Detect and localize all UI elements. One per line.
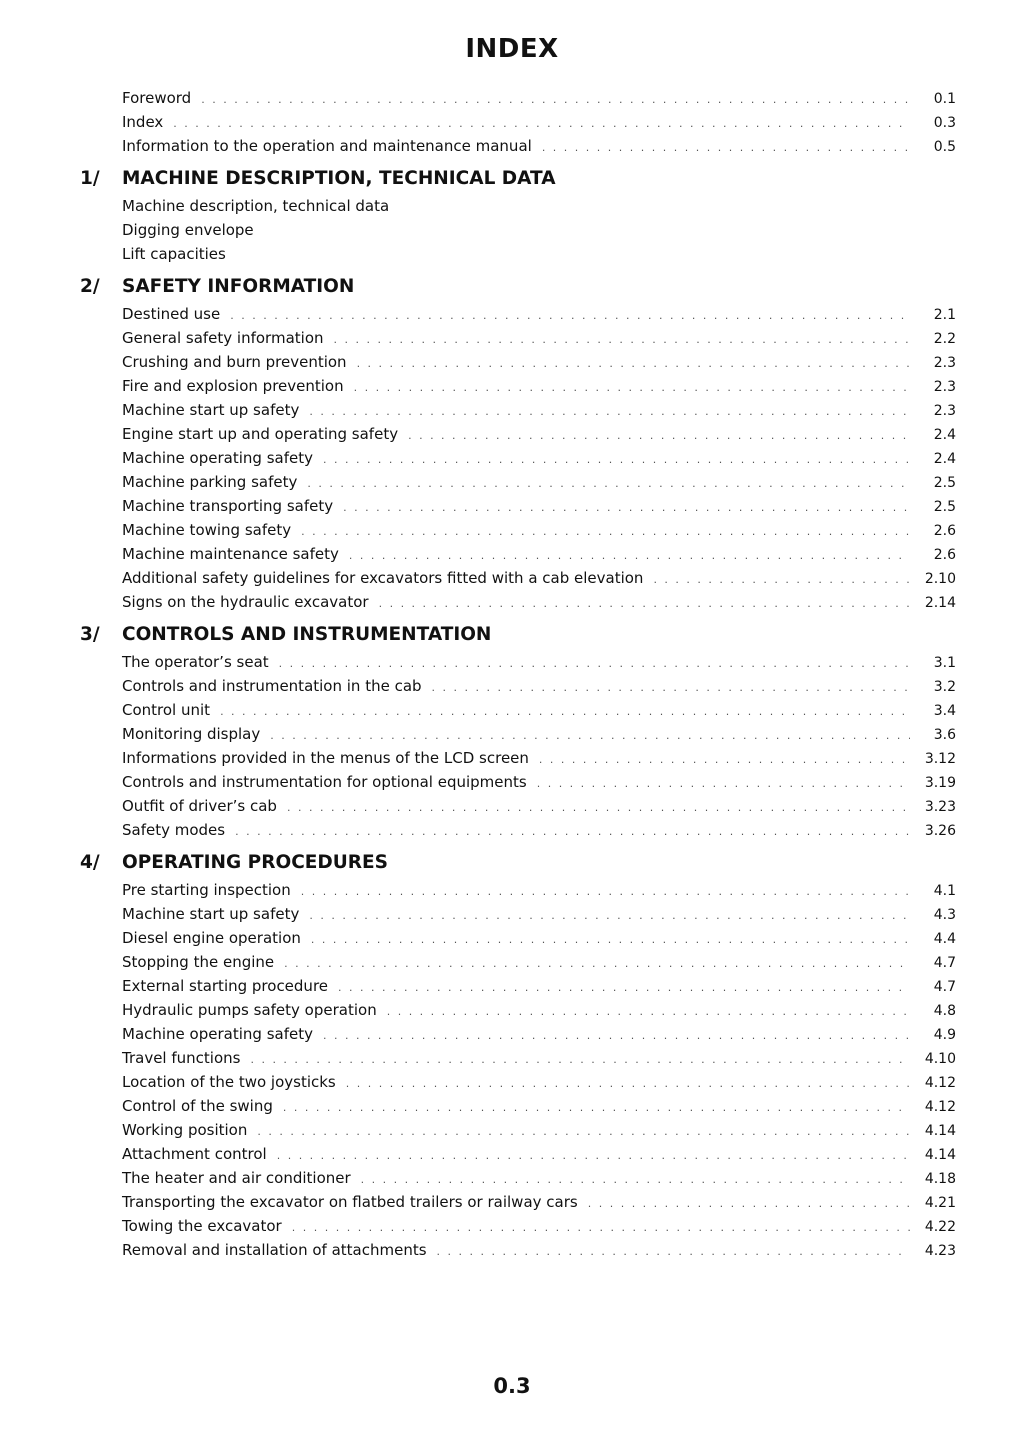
toc-entry-page: 3.26: [924, 823, 956, 839]
dot-leader: [408, 424, 910, 448]
dot-leader: [338, 976, 910, 1000]
section-heading: [0, 848, 1024, 878]
toc-entry-page: 0.5: [933, 139, 956, 155]
dot-leader: [307, 472, 910, 496]
toc-entry-label: Pre starting inspection: [122, 881, 291, 899]
toc-entry-label: Additional safety guidelines for excavators fitted with a cab elevation: [122, 569, 644, 587]
page-title: INDEX: [465, 34, 559, 64]
dot-leader: [323, 1024, 910, 1048]
toc-entry-page: 4.14: [924, 1147, 956, 1163]
dot-leader: [277, 1144, 910, 1168]
dot-leader: [230, 304, 910, 328]
toc-entry: [122, 242, 956, 266]
toc-entry: [122, 902, 956, 926]
table-of-contents: [0, 86, 1024, 1262]
toc-entry-page: 4.18: [924, 1171, 956, 1187]
toc-entry: [122, 722, 956, 746]
toc-entry-label: Outfit of driver’s cab: [122, 797, 277, 815]
toc-entry-page: 4.22: [924, 1219, 956, 1235]
dot-leader: [346, 1072, 910, 1096]
toc-entry: [122, 374, 956, 398]
toc-entry: [122, 926, 956, 950]
toc-entry-label: Machine operating safety: [122, 449, 313, 467]
toc-entry: [122, 542, 956, 566]
toc-entry-label: Crushing and burn prevention: [122, 353, 347, 371]
dot-leader: [354, 376, 910, 400]
dot-leader: [357, 352, 910, 376]
dot-leader: [539, 748, 910, 772]
toc-entry-page: 4.9: [933, 1027, 956, 1043]
section-title: SAFETY INFORMATION: [122, 276, 355, 297]
dot-leader: [309, 904, 910, 928]
section-heading: [0, 620, 1024, 650]
toc-entry-label: Transporting the excavator on flatbed trailers or railway cars: [122, 1193, 578, 1211]
toc-entry-page: 4.8: [933, 1003, 956, 1019]
toc-entry-label: Machine parking safety: [122, 473, 298, 491]
toc-entry-label: Hydraulic pumps safety operation: [122, 1001, 377, 1019]
toc-entry: [122, 674, 956, 698]
toc-entry: [122, 134, 956, 158]
toc-entry-page: 2.3: [933, 403, 956, 419]
toc-entry-label: Control of the swing: [122, 1097, 273, 1115]
toc-entry-page: 3.12: [924, 751, 956, 767]
dot-leader: [279, 652, 910, 676]
dot-leader: [537, 772, 910, 796]
toc-entry: [122, 950, 956, 974]
toc-entry: [122, 794, 956, 818]
toc-entry-label: Controls and instrumentation for optional equipments: [122, 773, 527, 791]
toc-entry: [122, 518, 956, 542]
toc-entry-label: Engine start up and operating safety: [122, 425, 399, 443]
page-number: 0.3: [493, 1374, 531, 1398]
toc-entry-label: Machine maintenance safety: [122, 545, 339, 563]
toc-entry-label: Destined use: [122, 305, 221, 323]
section-heading: [0, 272, 1024, 302]
toc-entry: [122, 422, 956, 446]
toc-entry-page: 2.1: [933, 307, 956, 323]
toc-entry: [122, 86, 956, 110]
toc-entry-label: Diesel engine operation: [122, 929, 301, 947]
toc-entry-page: 3.2: [933, 679, 956, 695]
dot-leader: [270, 724, 910, 748]
dot-leader: [283, 1096, 910, 1120]
toc-entry-label: The operator’s seat: [122, 653, 269, 671]
toc-entry-page: 3.19: [924, 775, 956, 791]
toc-entry-label: Index: [122, 113, 164, 131]
toc-entry-label: Machine start up safety: [122, 905, 300, 923]
toc-entry: [122, 1070, 956, 1094]
dot-leader: [284, 952, 910, 976]
dot-leader: [257, 1120, 910, 1144]
toc-entry-page: 4.7: [933, 955, 956, 971]
dot-leader: [301, 520, 910, 544]
toc-entry-label: General safety information: [122, 329, 324, 347]
toc-entry: [122, 350, 956, 374]
toc-entry-label: Working position: [122, 1121, 248, 1139]
toc-entry-page: 4.14: [924, 1123, 956, 1139]
dot-leader: [653, 568, 910, 592]
toc-entry-page: 4.12: [924, 1099, 956, 1115]
toc-entry: [122, 1094, 956, 1118]
toc-entry: [122, 1118, 956, 1142]
toc-entry: [122, 770, 956, 794]
toc-entry-page: 2.3: [933, 379, 956, 395]
toc-entry: [122, 590, 956, 614]
toc-entry-page: 3.4: [933, 703, 956, 719]
toc-entry: [122, 974, 956, 998]
toc-entry-label: Stopping the engine: [122, 953, 275, 971]
toc-entry-page: 2.4: [933, 451, 956, 467]
toc-entry: [122, 1142, 956, 1166]
toc-entry-label: Machine start up safety: [122, 401, 300, 419]
toc-entry-page: 2.6: [933, 523, 956, 539]
toc-entry-label: Digging envelope: [122, 221, 254, 239]
toc-entry-page: 3.6: [933, 727, 956, 743]
front-matter-list: [0, 86, 1024, 158]
toc-entry: [122, 494, 956, 518]
toc-entry-label: Safety modes: [122, 821, 226, 839]
dot-leader: [235, 820, 910, 844]
toc-entry: [122, 746, 956, 770]
section-number: 4/: [80, 852, 100, 873]
toc-entry: [122, 470, 956, 494]
toc-entry-label: Towing the excavator: [122, 1217, 282, 1235]
dot-leader: [323, 448, 910, 472]
dot-leader: [309, 400, 910, 424]
section-number: 1/: [80, 168, 100, 189]
dot-leader: [220, 700, 910, 724]
dot-leader: [301, 880, 910, 904]
toc-entry: [122, 398, 956, 422]
dot-leader: [292, 1216, 910, 1240]
toc-entry-label: External starting procedure: [122, 977, 329, 995]
dot-leader: [432, 676, 910, 700]
toc-entry: [122, 110, 956, 134]
toc-entry-page: 2.10: [924, 571, 956, 587]
dot-leader: [173, 112, 910, 136]
sections-list: [0, 164, 1024, 1262]
toc-entry-page: 2.3: [933, 355, 956, 371]
section-title: MACHINE DESCRIPTION, TECHNICAL DATA: [122, 168, 556, 189]
section-title: CONTROLS AND INSTRUMENTATION: [122, 624, 492, 645]
dot-leader: [437, 1240, 910, 1264]
toc-entry-label: Removal and installation of attachments: [122, 1241, 427, 1259]
dot-leader: [287, 796, 910, 820]
dot-leader: [250, 1048, 910, 1072]
dot-leader: [588, 1192, 910, 1216]
toc-entry: [122, 818, 956, 842]
dot-leader: [334, 328, 911, 352]
toc-entry-label: Machine operating safety: [122, 1025, 313, 1043]
dot-leader: [379, 592, 910, 616]
toc-entry-page: 0.3: [933, 115, 956, 131]
toc-entry-label: Control unit: [122, 701, 211, 719]
toc-entry: [122, 302, 956, 326]
toc-entry: [122, 1214, 956, 1238]
toc-entry-page: 3.1: [933, 655, 956, 671]
toc-entry-page: 4.12: [924, 1075, 956, 1091]
toc-entry-label: Machine transporting safety: [122, 497, 334, 515]
toc-entry-label: Machine description, technical data: [122, 197, 390, 215]
toc-entry-page: 4.21: [924, 1195, 956, 1211]
toc-entry: [122, 998, 956, 1022]
toc-entry-page: 4.4: [933, 931, 956, 947]
toc-entry-label: Attachment control: [122, 1145, 267, 1163]
toc-entry: [122, 1238, 956, 1262]
toc-entry: [122, 1046, 956, 1070]
toc-entry: [122, 698, 956, 722]
toc-entry: [122, 194, 956, 218]
toc-entry-label: The heater and air conditioner: [122, 1169, 351, 1187]
toc-entry-label: Foreword: [122, 89, 192, 107]
toc-entry: [122, 1166, 956, 1190]
toc-entry-page: 4.7: [933, 979, 956, 995]
toc-entry-label: Informations provided in the menus of the LCD screen: [122, 749, 529, 767]
toc-entry: [122, 326, 956, 350]
toc-entry-page: 4.10: [924, 1051, 956, 1067]
dot-leader: [349, 544, 910, 568]
toc-entry-page: 0.1: [933, 91, 956, 107]
toc-entry-label: Controls and instrumentation in the cab: [122, 677, 422, 695]
toc-entry: [122, 1190, 956, 1214]
toc-entry: [122, 650, 956, 674]
section-heading: [0, 164, 1024, 194]
dot-leader: [387, 1000, 910, 1024]
toc-entry-label: Lift capacities: [122, 245, 226, 263]
toc-entry-page: 2.2: [933, 331, 956, 347]
toc-entry-page: 4.3: [933, 907, 956, 923]
toc-entry-page: 2.6: [933, 547, 956, 563]
section-title: OPERATING PROCEDURES: [122, 852, 388, 873]
toc-entry-page: 2.5: [933, 499, 956, 515]
toc-entry-page: 4.1: [933, 883, 956, 899]
toc-entry-page: 2.5: [933, 475, 956, 491]
toc-entry: [122, 1022, 956, 1046]
toc-entry-page: 3.23: [924, 799, 956, 815]
dot-leader: [201, 88, 910, 112]
section-number: 2/: [80, 276, 100, 297]
toc-entry-label: Information to the operation and maintenance manual: [122, 137, 532, 155]
toc-entry-label: Fire and explosion prevention: [122, 377, 344, 395]
toc-entry-page: 4.23: [924, 1243, 956, 1259]
toc-entry: [122, 566, 956, 590]
toc-entry: [122, 218, 956, 242]
toc-entry-page: 2.4: [933, 427, 956, 443]
dot-leader: [542, 136, 910, 160]
toc-entry-label: Signs on the hydraulic excavator: [122, 593, 369, 611]
section-number: 3/: [80, 624, 100, 645]
toc-entry-label: Travel functions: [122, 1049, 241, 1067]
dot-leader: [361, 1168, 910, 1192]
toc-entry-label: Location of the two joysticks: [122, 1073, 336, 1091]
toc-entry-page: 2.14: [924, 595, 956, 611]
toc-entry: [122, 446, 956, 470]
toc-entry-label: Monitoring display: [122, 725, 261, 743]
toc-entry-label: Machine towing safety: [122, 521, 292, 539]
toc-entry: [122, 878, 956, 902]
dot-leader: [343, 496, 910, 520]
dot-leader: [311, 928, 910, 952]
